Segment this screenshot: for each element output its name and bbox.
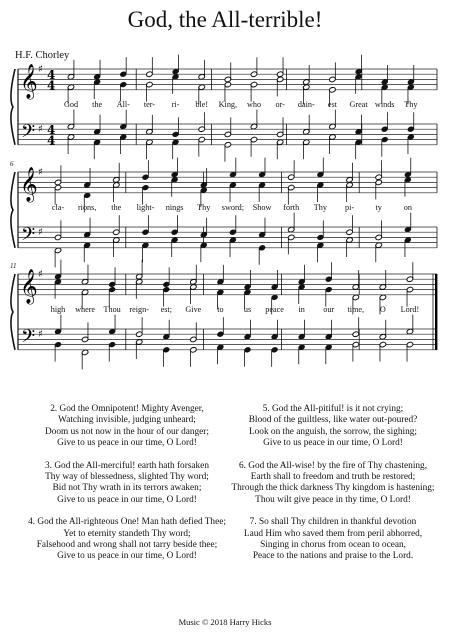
time-signature-denominator: 4 [47,78,56,93]
time-signature-denominator: 4 [47,133,56,148]
verse-line: 4. God the All-righteous One! Man hath defied Thee; [28,517,226,528]
lyric-syllable: forth [283,202,300,212]
lyric-syllable: high [50,304,66,314]
lyric-syllable: pi- [344,202,355,212]
lyric-syllable: in [298,304,305,314]
lyric-syllable: sword; [221,202,245,212]
lyric-syllable: who [246,99,262,109]
verse-line: Earth shall to freedom and truth be restored; [250,472,416,483]
verse-line: Watching invisible, judging unheard; [58,415,196,426]
lyric-syllable: Thy [197,202,211,212]
verse-line: Laud Him who saved them from peril abhorred, [243,528,423,539]
lyric-syllable: winds [374,99,395,109]
verse-line: 6. God the All-wise! by the fire of Thy chastening, [238,460,428,471]
lyric-syllable: Great [349,99,368,109]
lyric-syllable: Lord! [400,304,420,314]
lyric-syllable: est [327,99,337,109]
music-copyright: Music © 2018 Harry Hicks [178,617,272,627]
verse-stanza [22,517,232,563]
lyric-syllable: Thy [404,99,418,109]
sharp-icon: ♯ [38,269,43,280]
lyric-syllable: us [243,304,252,314]
staff-brace [11,274,15,350]
lyric-syllable: or- [275,99,285,109]
lyric-syllable: the [92,99,103,109]
verse-column-right [228,404,438,574]
lyric-syllable: nings [165,202,184,212]
verse-line: Look on the anguish, the sorrow, the sighing; [248,426,417,437]
lyric-syllable: our [323,304,335,314]
time-signature-numerator: 4 [47,67,56,82]
lyric-syllable: on [403,202,412,212]
verse-line: 2. God the Omnipotent! Mighty Avenger, [50,404,204,414]
lyric-syllable: Show [252,202,272,212]
lyric-syllable: Thou [103,304,121,314]
lyric-syllable: ter- [143,99,156,109]
bass-clef-icon: 𝄢 [21,224,36,250]
bass-clef-icon: 𝄢 [21,121,36,147]
sharp-icon: ♯ [38,167,43,178]
verse-stanza [228,404,438,450]
lyric-syllable: O [379,304,386,314]
verse-line: Bid not Thy wrath in its terrors awaken; [52,483,202,494]
lyric-syllable: ty [375,202,382,212]
verse-line: Give to us peace in our time, O Lord! [57,438,197,449]
lyric-syllable: rions, [77,202,97,212]
measure-number: 6 [10,160,14,168]
verse-stanza [22,461,232,507]
sharp-icon: ♯ [38,64,43,75]
verse-line: Thy way of blessedness, slighted Thy word; [45,472,209,483]
lyric-syllable: peace [265,304,284,314]
lyric-syllable: the [111,202,122,212]
sharp-icon: ♯ [38,124,43,136]
verse-line: Thou wilt give peace in thy time, O Lord! [255,494,411,505]
sharp-icon: ♯ [38,227,43,239]
lyric-syllable: time, [347,304,365,314]
verse-line: Give to us peace in our time, O Lord! [57,551,197,562]
sharp-icon: ♯ [38,329,43,341]
verse-line: Through the thick darkness Thy kingdom is hastening; [231,483,435,494]
verse-line: Give to us peace in our time, O Lord! [263,438,403,449]
measure-number: 11 [10,262,17,270]
lyric-syllable: cla- [51,202,65,212]
lyric-syllable: Give [185,304,202,314]
treble-clef-icon: 𝄞 [20,268,38,304]
verse-line: 5. God the All-pitiful! is it not crying; [262,404,404,414]
verse-line: Blood of the guiltless, like water out-poured? [248,415,418,426]
lyric-syllable: light- [136,202,155,212]
verse-line: 3. God the All-merciful! earth hath forsaken [45,460,209,471]
bass-clef-icon: 𝄢 [21,326,36,352]
verse-stanza [228,461,438,507]
composer-credit: H.F. Chorley [15,50,70,61]
staff-brace [11,69,15,145]
staff-brace [11,172,15,248]
verse-line: Falsehood and wrong shall not tarry beside thee; [36,540,218,551]
lyric-syllable: Thy [313,202,327,212]
verse-column-left [22,404,232,574]
verse-stanza [228,517,438,563]
lyric-syllable: ble! [195,99,209,109]
verse-line: Peace to the nations and praise to the Lord. [252,551,414,562]
verse-line: Singing in chorus from ocean to ocean, [260,540,406,551]
time-signature-numerator: 4 [47,122,56,137]
final-barline-thick [435,274,437,350]
lyric-syllable: King, [218,99,238,109]
hymn-title: God, the All-terrible! [127,7,323,32]
verse-line: Yet to eternity standeth Thy word; [63,528,191,539]
lyric-syllable: est; [160,304,172,314]
lyric-syllable: reign- [129,304,149,314]
verse-line: 7. So shall Thy children in thankful devotion [249,517,417,528]
lyric-syllable: where [75,304,96,314]
verse-line: Give to us peace in our time, O Lord! [57,494,197,505]
treble-clef-icon: 𝄞 [20,63,38,99]
treble-clef-icon: 𝄞 [20,166,38,202]
lyric-syllable: ri- [171,99,180,109]
lyric-syllable: All- [116,99,130,109]
lyric-syllable: God [63,99,79,109]
verse-line: Doom us not now in the hour of our danger; [45,426,209,437]
lyric-syllable: to [217,304,224,314]
verse-stanza [22,404,232,450]
lyric-syllable: dain- [297,99,315,109]
